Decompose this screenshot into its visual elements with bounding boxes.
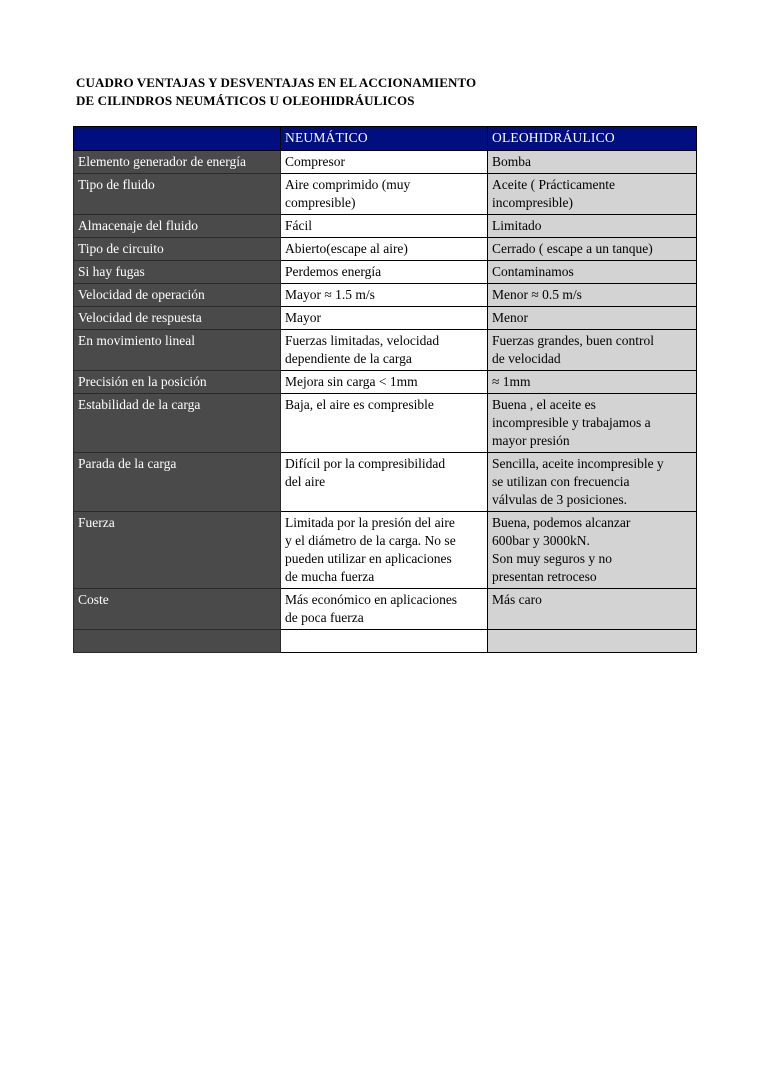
table-row xyxy=(74,307,697,330)
table-row xyxy=(74,238,697,261)
table-row xyxy=(74,630,697,653)
oleohidraulico-cell: Buena , el aceite es incompresible y trabajamos a mayor presión xyxy=(488,394,697,453)
header-cell-empty xyxy=(74,127,281,151)
table-header-row xyxy=(74,127,697,151)
table-row xyxy=(74,394,697,453)
neumatico-cell: Limitada por la presión del aire y el diámetro de la carga. No se pueden utilizar en aplicaciones de mucha fuerza xyxy=(281,512,488,589)
row-label-cell: Fuerza xyxy=(74,512,281,589)
oleohidraulico-cell: Más caro xyxy=(488,589,697,630)
table-row xyxy=(74,261,697,284)
row-label-cell: Coste xyxy=(74,589,281,630)
neumatico-cell: Baja, el aire es compresible xyxy=(281,394,488,453)
neumatico-cell: Perdemos energía xyxy=(281,261,488,284)
table-row xyxy=(74,174,697,215)
table-row xyxy=(74,330,697,371)
oleohidraulico-cell: Bomba xyxy=(488,151,697,174)
table-row xyxy=(74,453,697,512)
oleohidraulico-cell: Sencilla, aceite incompresible y se utilizan con frecuencia válvulas de 3 posiciones. xyxy=(488,453,697,512)
row-label-cell: Tipo de fluido xyxy=(74,174,281,215)
neumatico-cell: Mayor xyxy=(281,307,488,330)
row-label-cell: Si hay fugas xyxy=(74,261,281,284)
neumatico-cell: Difícil por la compresibilidad del aire xyxy=(281,453,488,512)
table-row xyxy=(74,512,697,589)
row-label-cell: Almacenaje del fluido xyxy=(74,215,281,238)
header-cell-oleohidraulico: OLEOHIDRÁULICO xyxy=(488,127,697,151)
table-row xyxy=(74,589,697,630)
oleohidraulico-cell: Menor xyxy=(488,307,697,330)
neumatico-cell: Fácil xyxy=(281,215,488,238)
row-label-cell: Velocidad de respuesta xyxy=(74,307,281,330)
oleohidraulico-cell: Contaminamos xyxy=(488,261,697,284)
table-body xyxy=(74,151,697,653)
row-label-cell: Parada de la carga xyxy=(74,453,281,512)
row-label-cell xyxy=(74,630,281,653)
document-title xyxy=(76,74,476,110)
neumatico-cell: Mayor ≈ 1.5 m/s xyxy=(281,284,488,307)
oleohidraulico-cell: ≈ 1mm xyxy=(488,371,697,394)
table-row xyxy=(74,151,697,174)
oleohidraulico-cell xyxy=(488,630,697,653)
document-title-line-2: DE CILINDROS NEUMÁTICOS U OLEOHIDRÁULICOS xyxy=(76,93,415,108)
document-title-line-1: CUADRO VENTAJAS Y DESVENTAJAS EN EL ACCIONAMIENTO xyxy=(76,75,477,90)
comparison-table xyxy=(73,126,697,653)
neumatico-cell: Abierto(escape al aire) xyxy=(281,238,488,261)
neumatico-cell: Mejora sin carga < 1mm xyxy=(281,371,488,394)
row-label-cell: Tipo de circuito xyxy=(74,238,281,261)
table-row xyxy=(74,215,697,238)
table-row xyxy=(74,371,697,394)
row-label-cell: Estabilidad de la carga xyxy=(74,394,281,453)
header-cell-neumatico: NEUMÁTICO xyxy=(281,127,488,151)
oleohidraulico-cell: Menor ≈ 0.5 m/s xyxy=(488,284,697,307)
oleohidraulico-cell: Aceite ( Prácticamente incompresible) xyxy=(488,174,697,215)
row-label-cell: En movimiento lineal xyxy=(74,330,281,371)
neumatico-cell: Fuerzas limitadas, velocidad dependiente de la carga xyxy=(281,330,488,371)
row-label-cell: Velocidad de operación xyxy=(74,284,281,307)
table-row xyxy=(74,284,697,307)
neumatico-cell: Compresor xyxy=(281,151,488,174)
oleohidraulico-cell: Fuerzas grandes, buen control de velocidad xyxy=(488,330,697,371)
neumatico-cell xyxy=(281,630,488,653)
neumatico-cell: Aire comprimido (muy compresible) xyxy=(281,174,488,215)
neumatico-cell: Más económico en aplicaciones de poca fuerza xyxy=(281,589,488,630)
oleohidraulico-cell: Buena, podemos alcanzar 600bar y 3000kN. Son muy seguros y no presentan retroceso xyxy=(488,512,697,589)
row-label-cell: Elemento generador de energía xyxy=(74,151,281,174)
oleohidraulico-cell: Limitado xyxy=(488,215,697,238)
row-label-cell: Precisión en la posición xyxy=(74,371,281,394)
oleohidraulico-cell: Cerrado ( escape a un tanque) xyxy=(488,238,697,261)
